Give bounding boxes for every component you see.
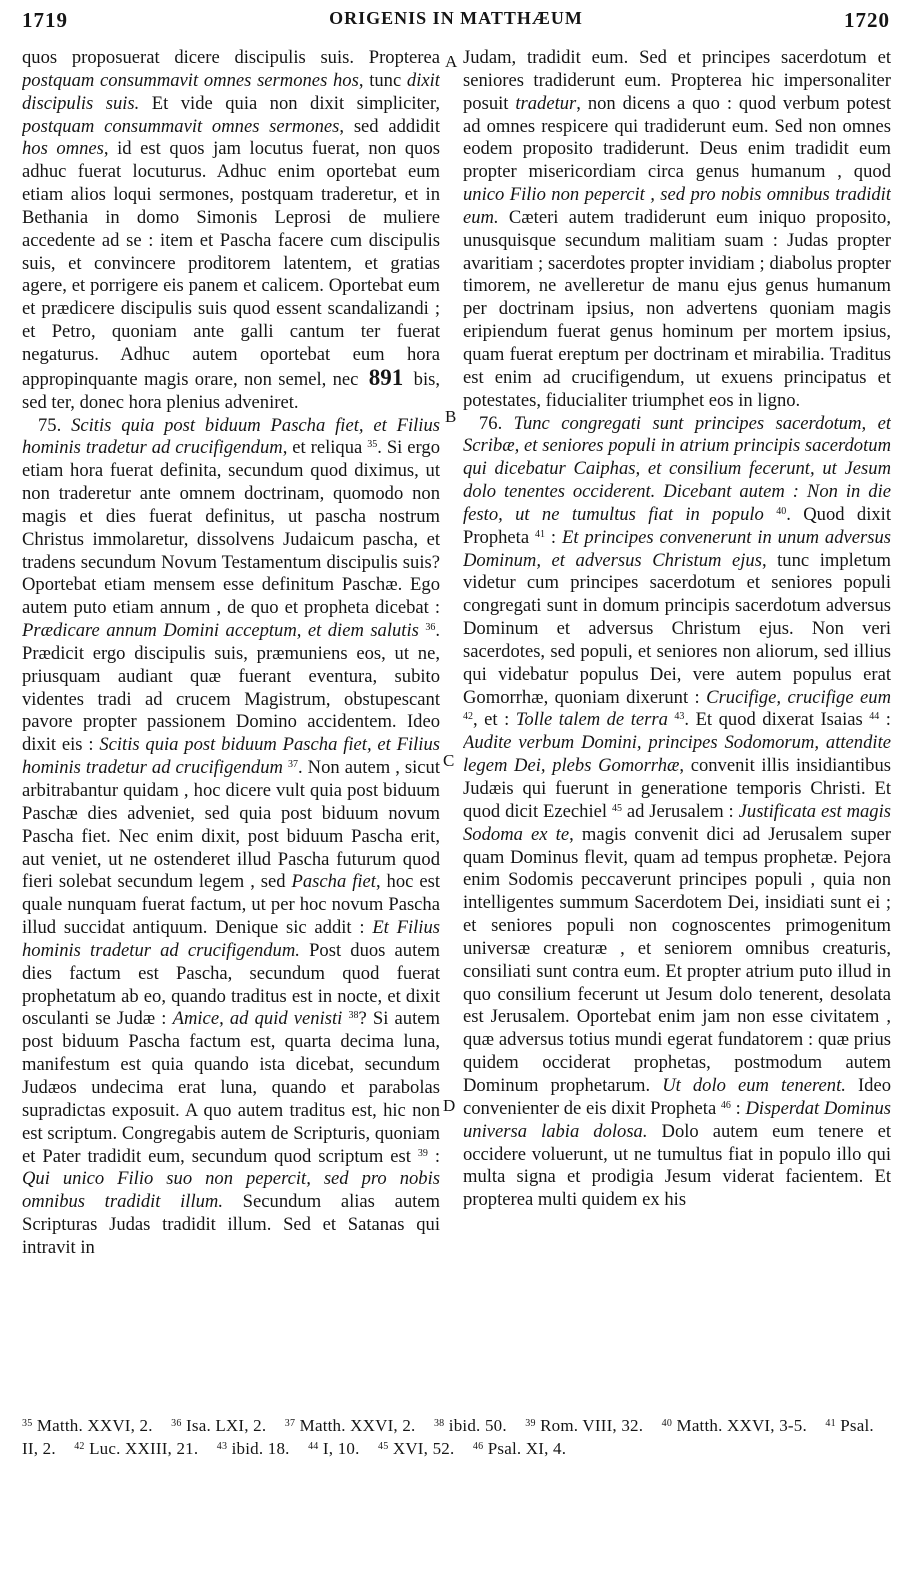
text-run: , tunc impletum videtur cum principes sacerdotum et seniores populi congregati sunt in domum principis sacerdotum adversus Dominum et adversus Christum ejus. Non veri sacerdotes, sed populi, et seniores non aliorum, sed illius qui videbatur populus Dei, vere autem populus erat Gomorrhæ, quoniam dixerunt : xyxy=(463,549,891,708)
footnote-number: 37 xyxy=(284,1418,296,1429)
text-run: Scitis quia post biduum Pascha fiet, et Filius hominis tradetur ad crucifigendum xyxy=(22,734,440,779)
footnote xyxy=(525,1416,643,1435)
text-run: Crucifige, crucifige eum xyxy=(706,686,891,708)
footnote xyxy=(285,1416,416,1435)
text-run: . Et quod dixerat Isaias xyxy=(684,709,870,731)
footnote-text: Psal. XI, 4. xyxy=(483,1439,567,1458)
footnote xyxy=(473,1439,566,1458)
footnote-number: 45 xyxy=(378,1441,389,1452)
footnote-ref: 43 xyxy=(674,711,685,723)
text-run: Ideo convenienter de eis dixit Propheta xyxy=(463,1074,891,1119)
footnote-text: Matth. XXVI, 2. xyxy=(295,1416,416,1435)
text-run: unico Filio non pepercit , sed pro nobis omnibus tradidit eum. xyxy=(463,184,891,228)
text-run: , id est quos jam locutus fuerat, non quos adhuc fuerat locuturus. Adhuc enim oportebat eum etiam alios loqui sermones, postquam traderetur, et in Bethania in domo Simonis Leprosi de muliere accedente ad se : item et Pascha facere cum discipulis suis, et convincere proditorem latentem, et gratias agere, et porrigere eis panem et calicem. Oportebat eum et prædicere discipulis suis quod essent scandalizandi ; et Petro, quoniam ante galli cantum ter fuerat negaturus. Adhuc autem oportebat eum hora appropinquante magis orare, non semel, nec xyxy=(22,138,440,390)
margin-letter-c: C xyxy=(443,751,455,770)
text-run: , et reliqua xyxy=(282,437,368,459)
footnote-text: Isa. LXI, 2. xyxy=(181,1416,267,1435)
text-run: Disperdat Dominus universa labia dolosa. xyxy=(463,1097,891,1142)
text-run: . Prædicit ergo discipulis suis, præmuniens eos, ut ne, priusquam audiant quæ fuerant eventura, subito videntes tradi ad crucem Magistrum, obstupescant pavore propter passionem Domino accidentem. Ideo dixit eis : xyxy=(22,620,440,756)
text-run: bis, sed ter, donec hora plenius adveniret. xyxy=(22,368,440,413)
text-run: Amice, ad quid venisti xyxy=(172,1008,343,1030)
text-run: Ut dolo eum tenerent. xyxy=(662,1074,846,1096)
text-run: , sed addidit xyxy=(339,115,440,137)
footnote xyxy=(22,1416,153,1435)
footnote-ref: 36 xyxy=(425,622,436,634)
column-number: 891 xyxy=(368,364,404,390)
text-run: Pascha fiet xyxy=(291,871,376,893)
footnote-number: 40 xyxy=(661,1418,673,1429)
left-paragraph-75 xyxy=(22,415,440,1260)
text-run: Dolo autem eum tenere et occidere voluerunt, ut ne tumultus fiat in populo illo qui multa signa et prodigia Jesum viderat facientem. Et propterea multi quidem ex his xyxy=(463,1120,891,1211)
text-run: ad Jerusalem : xyxy=(621,800,739,822)
right-column xyxy=(463,47,891,1377)
margin-letter-d: D xyxy=(443,1096,456,1115)
text-run: : xyxy=(879,709,891,731)
footnote-ref: 40 xyxy=(776,505,787,517)
footnote-text: Matth. XXVI, 3-5. xyxy=(672,1416,807,1435)
text-run: Qui unico Filio suo non pepercit, sed pro nobis omnibus tradidit illum. xyxy=(22,1168,440,1213)
left-column xyxy=(22,47,440,1377)
footnote-number: 39 xyxy=(525,1418,536,1429)
right-paragraph-76 xyxy=(463,413,891,1213)
text-run: ? Si autem post biduum Pascha factum est, quarta decima luna, manifestum est quia quando ista dicebat, secundum Judæos undecima erat luna, quando et parabolas supradictas exposuit. A quo autem traditus est, hic non est scriptum. Congregabis autem de Scripturis, quoniam et Pater tradidit eum, secundum quod scriptum est xyxy=(22,1008,440,1167)
footnote-text: I, 10. xyxy=(318,1439,360,1458)
text-run: , et : xyxy=(473,709,516,731)
footnote-number: 36 xyxy=(171,1418,182,1429)
text-run: . Si ergo etiam hora fuerat definita, secundum quod diximus, ut non traderetur ante omnem doctrinam, quomodo non magis et dies fuerat definitus, ut pascha nostrum Christus immolaretur, dissolvens Judaicum pascha, et tradens secundum Novum Testamentum discipulis suis? Oportebat etiam mensem esse definitum Paschæ. Ego autem puto etiam annum , de quo et propheta dicebat : xyxy=(22,437,440,619)
text-run: Tunc congregati sunt principes sacerdotum, et Scribæ, et seniores populi in atrium principis sacerdotum qui dicebatur Caiphas, et consilium fecerunt, ut Jesum dolo tenentes occiderent. Dicebant autem : Non in die festo, ut ne tumultus fiat in populo xyxy=(463,412,891,525)
right-paragraph-1 xyxy=(463,47,891,413)
text-run: . Quod dixit Propheta xyxy=(463,503,891,548)
footnote xyxy=(217,1439,290,1458)
footnote-ref: 39 xyxy=(417,1147,428,1159)
left-paragraph-1 xyxy=(22,47,440,415)
footnote xyxy=(662,1416,807,1435)
margin-letter-b: B xyxy=(445,407,457,426)
footnote xyxy=(74,1439,198,1458)
text-run: Judam, tradidit eum. Sed et principes sacerdotum et seniores tradiderunt eum. Propterea hic impersonaliter posuit xyxy=(463,47,891,114)
footnote-ref: 37 xyxy=(287,759,298,771)
text-run: Et principes convenerunt in unum adversus Dominum, et adversus Christum ejus xyxy=(463,526,891,571)
page-header xyxy=(22,8,890,38)
text-run: Secundum alias autem Scripturas Judas tradidit illum. Sed et Satanas qui intravit in xyxy=(22,1191,440,1258)
text-run: , hoc est quale nunquam fuerat factum, ut per hoc novum Pascha illud succidat antiquum. Denique sic addit : xyxy=(22,871,440,939)
footnote-text: Psal. II, 2. xyxy=(22,1416,874,1458)
footnote-text: XVI, 52. xyxy=(388,1439,455,1458)
footnote xyxy=(378,1439,454,1458)
text-run: quos proposuerat dicere discipulis suis. Propterea xyxy=(22,47,440,68)
footnote-ref: 38 xyxy=(348,1010,359,1022)
footnote-text: ibid. 18. xyxy=(227,1439,290,1458)
footnote-text: ibid. 50. xyxy=(444,1416,507,1435)
footnote-ref: 41 xyxy=(535,528,545,540)
footnote-ref: 46 xyxy=(720,1099,731,1111)
text-run: , convenit illis insidiantibus Judæis qui fuerunt in generatione temporis Christi. Et quod dicit Ezechiel xyxy=(463,755,891,822)
text-run xyxy=(764,504,776,525)
footnote-number: 42 xyxy=(74,1441,85,1452)
footnote-number: 44 xyxy=(308,1441,319,1452)
footnote xyxy=(308,1439,359,1458)
footnote xyxy=(171,1416,266,1435)
footnote-ref: 42 xyxy=(463,711,473,723)
text-run: hos omnes xyxy=(22,138,104,160)
text-run: Scitis quia post biduum Pascha fiet, et Filius hominis tradetur ad crucifigendum xyxy=(22,414,440,459)
footnote-ref: 45 xyxy=(611,802,622,814)
footnote-text: Matth. XXVI, 2. xyxy=(32,1416,153,1435)
right-page-number: 1720 xyxy=(844,8,890,32)
footnote-text: Rom. VIII, 32. xyxy=(535,1416,644,1435)
footnote-number: 43 xyxy=(216,1441,228,1452)
footnote-number: 38 xyxy=(433,1418,445,1429)
text-run: , magis convenit dici ad Jerusalem super quam Dominus flevit, quam ad tempus prophetæ. Pejora enim Sodomis peccaverunt principes populi , quia non intelligentes summum Sacerdotem Dei, insidiati sunt ei ; et seniores populi non cognoscentes primogenitum universæ creaturæ , et seniorem omnibus creaturis, consiliati sunt contra eum. Et propter atrium puto illud in quo consilium fecerunt ut Jesum dolo tenerent, desolata est Jerusalem. Oportebat enim jam non esse civitatem , quæ adversus totius mundi egerat fundatorem : quæ prius quidem occiderat prophetas, postmodum autem Dominum prophetarum. xyxy=(463,823,891,1096)
text-run: Post duos autem dies factum est Pascha, secundum quod fuerat prophetatum ab eo, quando traditus est in nocte, et dixit osculanti se Judæ : xyxy=(22,939,440,1030)
text-run: Cæteri autem tradiderunt eum iniquo proposito, unusquisque secundum malitiam suam : Judas propter avaritiam ; sacerdotes propter invidiam ; diabolus propter timorem, ne avelleretur de manu ejus genus humanum per doctrinam ipsius, non advertens quoniam magis eripiendum fuerat genus hominum per mortem ipsius, quam fuerat ereptum per doctrinam et mirabilia. Traditus est enim ad crucifigendum, ut exuens principatus et potestates, fiducialiter triumphet eos in ligno. xyxy=(463,206,891,411)
text-run: . Non autem , sicut arbitrabantur quidam , hoc dicere vult quia post biduum Paschæ dies adveniet, sed quia post biduum novum Pascha fiet. Nec enim dixit, post biduum Pascha erit, aut veniet, ut ne ostenderet illud Pascha futurum quod fieri solebat secundum legem , sed xyxy=(22,757,440,893)
text-run: Audite verbum Domini, principes Sodomorum, attendite legem Dei, plebs Gomorrhæ xyxy=(463,732,891,777)
footnote-number: 41 xyxy=(825,1418,836,1429)
text-run: : xyxy=(427,1145,440,1167)
footnote-ref: 44 xyxy=(869,711,880,723)
text-run: Prædicare annum Domini acceptum, et diem salutis xyxy=(22,620,419,642)
text-run: tradetur xyxy=(515,92,577,114)
footnote-ref: 35 xyxy=(367,439,378,451)
margin-letter-a: A xyxy=(445,52,458,71)
footnote-text: Luc. XXIII, 21. xyxy=(84,1439,199,1458)
text-run: Et Filius hominis tradetur ad crucifigendum. xyxy=(22,917,440,961)
text-run: : xyxy=(545,526,562,548)
text-run: Et vide quia non dixit simpliciter, xyxy=(139,92,440,114)
running-title: ORIGENIS IN MATTHÆUM xyxy=(329,8,583,28)
text-run: postquam consummavit omnes sermones hos xyxy=(22,69,359,91)
text-run: dixit discipulis suis. xyxy=(22,69,440,114)
footnote xyxy=(434,1416,507,1435)
footnote-number: 46 xyxy=(472,1441,484,1452)
text-run: , tunc xyxy=(358,69,407,91)
text-run: , non dicens a quo : quod verbum potest ad omnes respicere qui tradiderunt eum. Sed non omnes eodem proposito tradiderunt. Deus enim tradidit eum propter misericordiam circa genus humanum , quod xyxy=(463,92,891,183)
footnotes xyxy=(22,1414,892,1460)
text-run: Justificata est magis Sodoma ex te xyxy=(463,800,891,845)
text-run: postquam consummavit omnes sermones xyxy=(22,115,340,137)
text-run: 75. xyxy=(38,414,72,436)
footnote-number: 35 xyxy=(22,1418,33,1429)
text-run: Tolle talem de terra xyxy=(515,709,668,731)
text-run: : xyxy=(730,1097,746,1119)
left-page-number: 1719 xyxy=(22,8,68,32)
text-run: 76. xyxy=(479,412,514,434)
